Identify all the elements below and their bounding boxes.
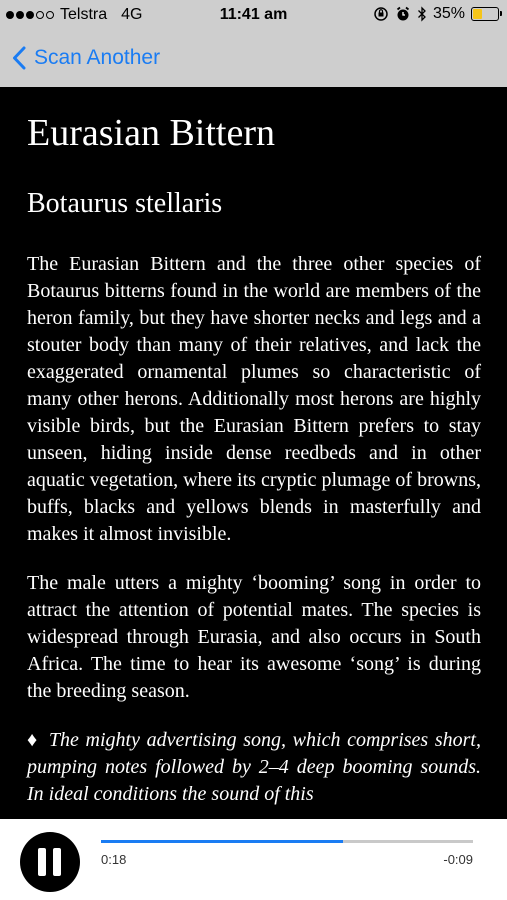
pause-icon-right-bar xyxy=(53,848,61,876)
back-button-label: Scan Another xyxy=(34,46,161,69)
status-time: 11:41 am xyxy=(219,6,288,23)
playback-progress-fill xyxy=(101,840,343,843)
playback-progress-bar[interactable] xyxy=(101,840,473,843)
species-content[interactable] xyxy=(0,87,507,819)
battery-percent: 35% xyxy=(432,5,465,22)
recording-text: The mighty advertising song, which comprises short, pumping notes followed by 2–4 deep booming sounds. In ideal conditions the sound of this xyxy=(27,729,481,805)
species-common-name: Eurasian Bittern xyxy=(27,112,275,154)
description-paragraph: The Eurasian Bittern and the three other species of Botaurus bitterns found in the world are members of the heron family, but they have shorter necks and legs and a stouter body than many of their relatives, and lack the exaggerated ornamental plumes so characteristic of many other herons. Additionally most herons are highly visible birds, but the Eurasian Bittern prefers to stay unseen, hiding inside dense reedbeds and in other aquatic vegetation, where its cryptic plumage of browns, buffs, blacks and yellows blends in masterfully and makes it almost invisible. xyxy=(27,253,481,545)
species-scientific-name: Botaurus stellaris xyxy=(27,188,223,219)
network-type: 4G xyxy=(121,6,143,23)
audio-player xyxy=(0,819,507,900)
bluetooth-icon xyxy=(417,6,427,22)
navigation-bar xyxy=(0,38,160,78)
carrier-name: Telstra xyxy=(60,6,108,23)
pause-button[interactable] xyxy=(20,832,80,892)
top-bar xyxy=(0,0,507,87)
remaining-time: -0:09 xyxy=(443,852,473,867)
diamond-bullet-icon: ♦ xyxy=(27,729,39,751)
species-text xyxy=(0,111,507,808)
song-paragraph: The male utters a mighty ‘booming’ song in order to attract the attention of potential mates. The species is widespread through Eurasia, and also occurs in South Africa. The time to hear its awesome ‘song’ is during the breeding season. xyxy=(27,572,481,702)
chevron-left-icon xyxy=(12,46,26,70)
battery-level xyxy=(473,9,482,19)
elapsed-time: 0:18 xyxy=(101,852,127,867)
status-right xyxy=(373,5,499,23)
status-bar xyxy=(0,0,507,30)
alarm-icon xyxy=(395,6,411,22)
pause-icon-left-bar xyxy=(38,848,46,876)
battery-icon xyxy=(471,7,499,21)
recording-description xyxy=(27,727,481,808)
scan-another-button[interactable] xyxy=(0,46,160,70)
orientation-lock-icon xyxy=(373,6,389,22)
battery-tip xyxy=(500,11,502,16)
